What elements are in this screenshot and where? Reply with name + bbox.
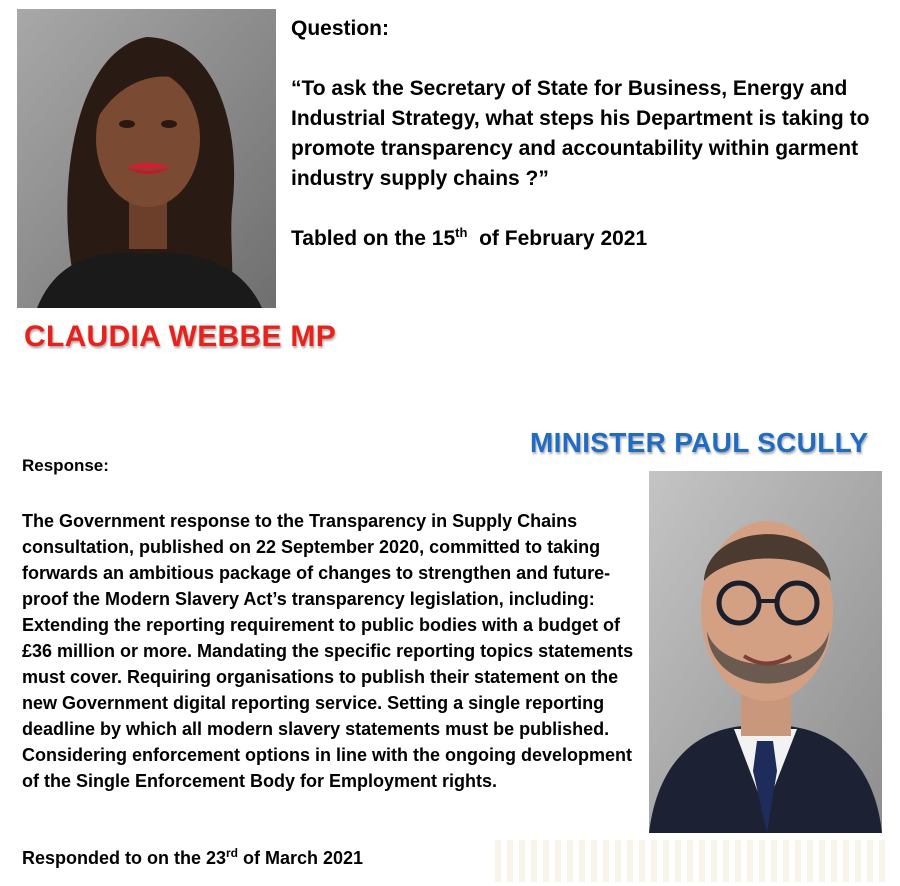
responded-date: Responded to on the 23rd of March 2021 bbox=[22, 846, 364, 868]
tabled-date: Tabled on the 15th of February 2021 bbox=[291, 225, 648, 250]
asker-name: CLAUDIA WEBBE MP bbox=[24, 320, 337, 353]
minister-name: MINISTER PAUL SCULLY bbox=[530, 427, 869, 458]
question-text: “To ask the Secretary of State for Business, Energy and Industrial Strategy, what steps his Department is taking to promote transparency and accountability within garment industry supply chains ?” bbox=[291, 77, 870, 190]
question-block bbox=[291, 14, 891, 254]
paul-scully-photo bbox=[649, 471, 882, 833]
response-label: Response: bbox=[22, 456, 109, 475]
response-body: The Government response to the Transparency in Supply Chains consultation, published on 22 September 2020, committed to taking forwards an ambitious package of changes to strengthen and future-proof the Modern Slavery Act’s transparency legislation, including: Extending the reporting requirement to public bodies with a budget of £36 million or more. Mandating the specific reporting topics statements must cover. Requiring organisations to publish their statement on the new Government digital reporting service. Setting a single reporting deadline by which all modern slavery statements must be published. Considering enforcement options in line with the ongoing development of the Single Enforcement Body for Employment rights. bbox=[22, 511, 634, 791]
faded-watermark-strip bbox=[495, 840, 890, 882]
claudia-webbe-photo bbox=[17, 9, 276, 308]
question-label: Question: bbox=[291, 17, 389, 40]
